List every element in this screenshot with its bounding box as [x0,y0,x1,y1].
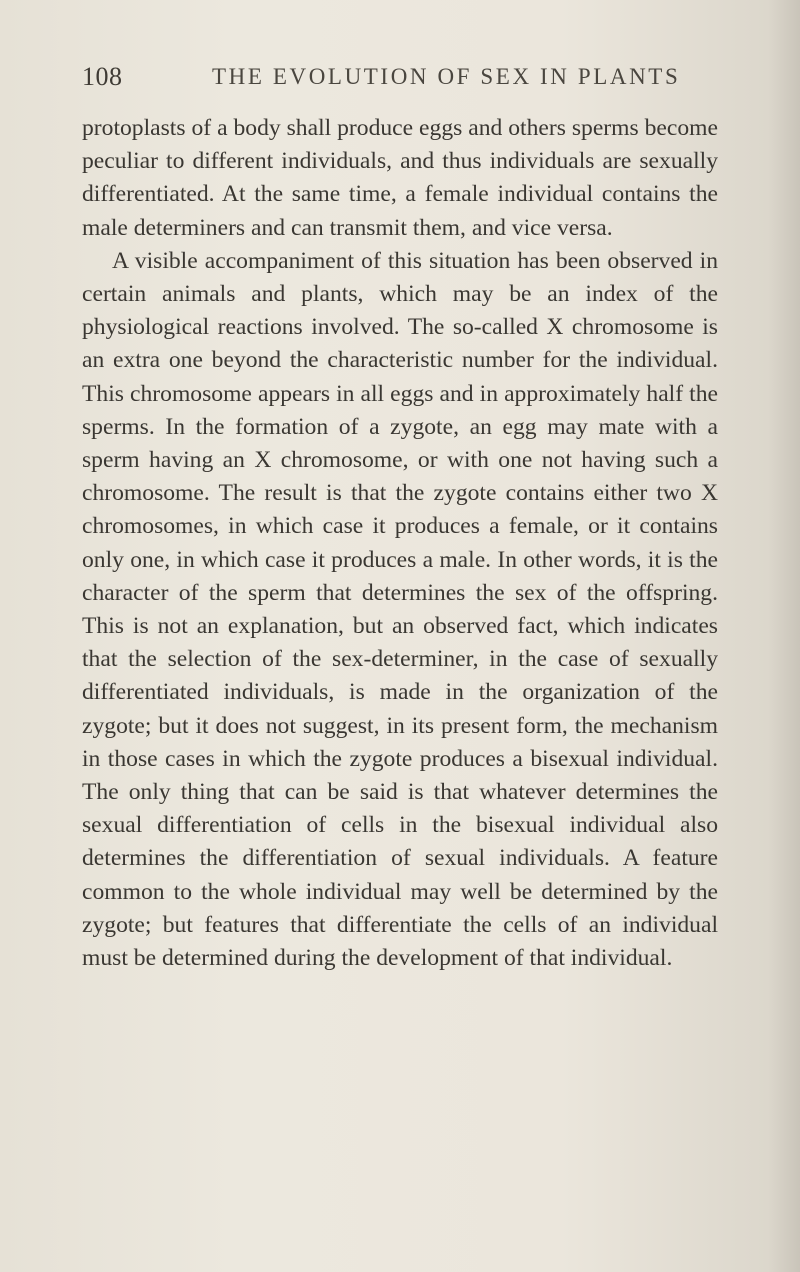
running-title: THE EVOLUTION OF SEX IN PLANTS [212,64,681,89]
paragraph-x-chromosome: A visible accompaniment of this situation has been observed in certain animals and plants, which may be an index of the physiological reactions involved. The so-called X chromosome is an extra one beyond the characteristic number for the individual. This chromosome appears in all eggs and in approximately half the sperms. In the formation of a zygote, an egg may mate with a sperm having an X chromosome, or with one not having such a chromosome. The result is that the zygote contains either two X chromosomes, in which case it produces a female, or it contains only one, in which case it produces a male. In other words, it is the character of the sperm that determines the sex of the offspring. This is not an explanation, but an observed fact, which indicates that the selection of the sex-determiner, in the case of sexually differentiated individuals, is made in the organization of the zygote; but it does not suggest, in its present form, the mechanism in those cases in which the zygote produces a bisexual individual. The only thing that can be said is that whatever determines the sexual differentiation of cells in the bisexual individual also determines the differentiation of sexual individuals. A feature common to the whole individual may well be determined by the zygote; but features that differentiate the cells of an individual must be determined during the development of that individual. [82,247,718,972]
page-number: 108 [82,62,123,91]
running-head [82,62,722,98]
paragraph-continued: protoplasts of a body shall produce eggs and others sperms become peculiar to different individuals, and thus individuals are sexually differentiated. At the same time, a female individual contains the male determiners and can transmit them, and vice versa. [82,115,718,241]
body-text [82,112,718,975]
